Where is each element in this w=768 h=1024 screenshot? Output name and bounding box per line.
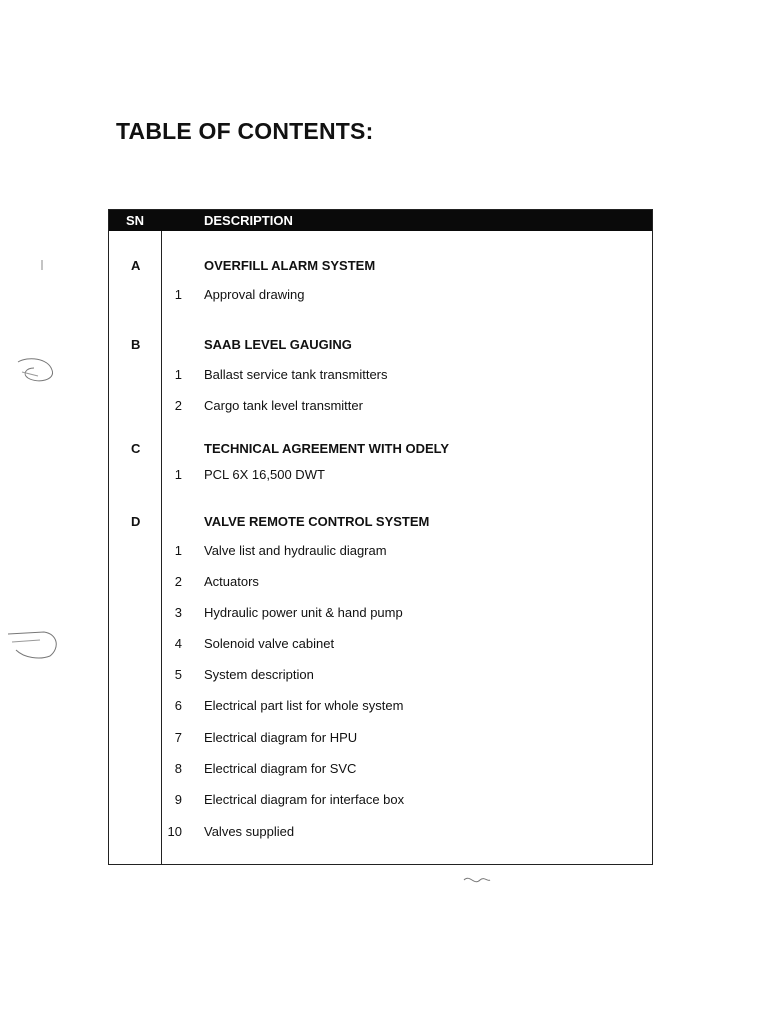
item-number: 10 — [167, 824, 182, 839]
section-letter: B — [131, 337, 141, 352]
page-title: TABLE OF CONTENTS: — [116, 118, 374, 144]
item-description: Valves supplied — [204, 824, 295, 839]
item-number: 1 — [174, 367, 182, 382]
list-item — [109, 636, 652, 654]
list-item — [109, 667, 652, 685]
scan-smudge — [8, 350, 68, 400]
header-sn: SN — [126, 213, 145, 228]
item-number: 9 — [174, 792, 182, 807]
item-description: Cargo tank level transmitter — [204, 398, 363, 413]
item-description: PCL 6X 16,500 DWT — [204, 467, 325, 482]
item-description: Electrical part list for whole system — [204, 698, 404, 713]
item-description: Electrical diagram for SVC — [204, 761, 357, 776]
item-number: 2 — [174, 398, 182, 413]
list-item — [109, 730, 652, 748]
list-item — [109, 792, 652, 810]
scan-smudge — [38, 258, 46, 272]
item-number: 4 — [174, 636, 182, 651]
item-number: 2 — [174, 574, 182, 589]
section-title: OVERFILL ALARM SYSTEM — [204, 258, 376, 273]
item-description: Electrical diagram for interface box — [204, 792, 405, 807]
table-header — [109, 210, 652, 231]
item-description: Hydraulic power unit & hand pump — [204, 605, 403, 620]
list-item — [109, 398, 652, 416]
item-description: Solenoid valve cabinet — [204, 636, 335, 651]
section-letter: D — [131, 514, 141, 529]
toc-table — [108, 209, 653, 865]
section-letter: A — [131, 258, 141, 273]
section-row-c — [109, 441, 652, 459]
list-item — [109, 574, 652, 592]
scan-smudge — [4, 628, 66, 668]
item-number: 7 — [174, 730, 182, 745]
list-item — [109, 698, 652, 716]
item-number: 3 — [174, 605, 182, 620]
scan-smudge — [460, 872, 494, 892]
section-title: SAAB LEVEL GAUGING — [204, 337, 352, 352]
item-number: 1 — [174, 467, 182, 482]
list-item — [109, 543, 652, 561]
list-item — [109, 761, 652, 779]
section-row-a — [109, 258, 652, 276]
item-description: System description — [204, 667, 314, 682]
section-title: TECHNICAL AGREEMENT WITH ODELY — [204, 441, 450, 456]
section-row-b — [109, 337, 652, 355]
header-description: DESCRIPTION — [204, 213, 293, 228]
section-title: VALVE REMOTE CONTROL SYSTEM — [204, 514, 430, 529]
item-description: Approval drawing — [204, 287, 305, 302]
item-number: 1 — [174, 543, 182, 558]
item-description: Valve list and hydraulic diagram — [204, 543, 387, 558]
item-number: 5 — [174, 667, 182, 682]
list-item — [109, 367, 652, 385]
item-number: 1 — [174, 287, 182, 302]
item-number: 6 — [174, 698, 182, 713]
section-letter: C — [131, 441, 141, 456]
section-row-d — [109, 514, 652, 532]
list-item — [109, 824, 652, 842]
list-item — [109, 467, 652, 485]
item-description: Ballast service tank transmitters — [204, 367, 388, 382]
item-number: 8 — [174, 761, 182, 776]
list-item — [109, 605, 652, 623]
item-description: Actuators — [204, 574, 259, 589]
item-description: Electrical diagram for HPU — [204, 730, 358, 745]
list-item — [109, 287, 652, 305]
